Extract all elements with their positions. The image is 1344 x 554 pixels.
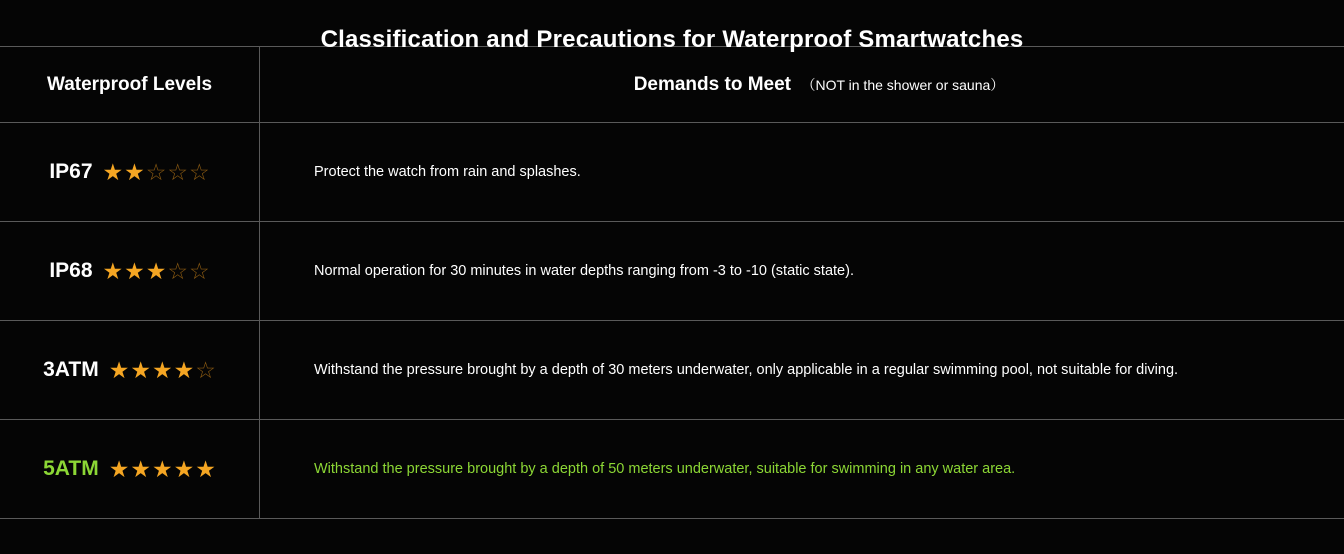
star-empty-icon: ☆	[195, 356, 216, 383]
level-cell-content	[49, 259, 209, 283]
table-row	[0, 321, 1344, 420]
level-cell-content	[43, 457, 216, 481]
star-full-icon: ★	[130, 356, 151, 383]
star-full-icon: ★	[173, 356, 195, 383]
level-label: IP67	[49, 160, 93, 183]
rating-stars	[108, 455, 216, 482]
demand-text: Withstand the pressure brought by a depth of 50 meters underwater, suitable for swimming in any water area.	[314, 460, 1016, 477]
demand-cell-ip67	[260, 123, 1344, 221]
table-header-row	[0, 47, 1344, 123]
level-label: 3ATM	[43, 358, 99, 381]
level-cell-3atm	[0, 321, 260, 419]
demand-text: Normal operation for 30 minutes in water depths ranging from -3 to -10 (static state).	[314, 262, 854, 279]
header-demands-note: （NOT in the shower or sauna）	[801, 76, 1005, 93]
star-full-icon: ★	[130, 455, 151, 482]
level-label: IP68	[49, 259, 93, 282]
star-empty-icon: ☆	[167, 257, 189, 284]
demand-text: Protect the watch from rain and splashes.	[314, 163, 581, 180]
rating-stars	[108, 356, 216, 383]
star-empty-icon: ☆	[189, 158, 210, 185]
header-demands-label: Demands to Meet	[633, 73, 791, 95]
waterproof-table	[0, 46, 1344, 519]
page-title: Classification and Precautions for Waterproof Smartwatches	[320, 26, 1024, 53]
star-full-icon: ★	[173, 455, 195, 482]
star-full-icon: ★	[124, 257, 145, 284]
star-full-icon: ★	[108, 356, 130, 383]
star-empty-icon: ☆	[145, 158, 167, 185]
star-full-icon: ★	[151, 455, 173, 482]
demand-text: Withstand the pressure brought by a depth of 30 meters underwater, only applicable in a regular swimming pool, not suitable for diving.	[314, 361, 1179, 378]
demand-cell-5atm	[260, 420, 1344, 518]
star-full-icon: ★	[124, 158, 145, 185]
star-full-icon: ★	[151, 356, 173, 383]
star-full-icon: ★	[108, 455, 130, 482]
level-cell-5atm	[0, 420, 260, 518]
rating-stars	[102, 257, 210, 284]
star-full-icon: ★	[102, 158, 124, 185]
demand-cell-3atm	[260, 321, 1344, 419]
header-cell-demands	[260, 47, 1344, 122]
star-full-icon: ★	[102, 257, 124, 284]
table-row	[0, 123, 1344, 222]
level-cell-content	[49, 160, 209, 184]
star-empty-icon: ☆	[167, 158, 189, 185]
star-empty-icon: ☆	[189, 257, 210, 284]
star-full-icon: ★	[195, 455, 216, 482]
rating-stars	[102, 158, 210, 185]
demand-cell-ip68	[260, 222, 1344, 320]
table-row	[0, 420, 1344, 519]
table-row	[0, 222, 1344, 321]
level-cell-ip68	[0, 222, 260, 320]
header-levels-label: Waterproof Levels	[46, 73, 213, 95]
level-cell-ip67	[0, 123, 260, 221]
level-label: 5ATM	[43, 457, 99, 480]
star-full-icon: ★	[145, 257, 167, 284]
header-cell-levels	[0, 47, 260, 122]
level-cell-content	[43, 358, 216, 382]
header-demands-wrap	[314, 74, 1324, 96]
